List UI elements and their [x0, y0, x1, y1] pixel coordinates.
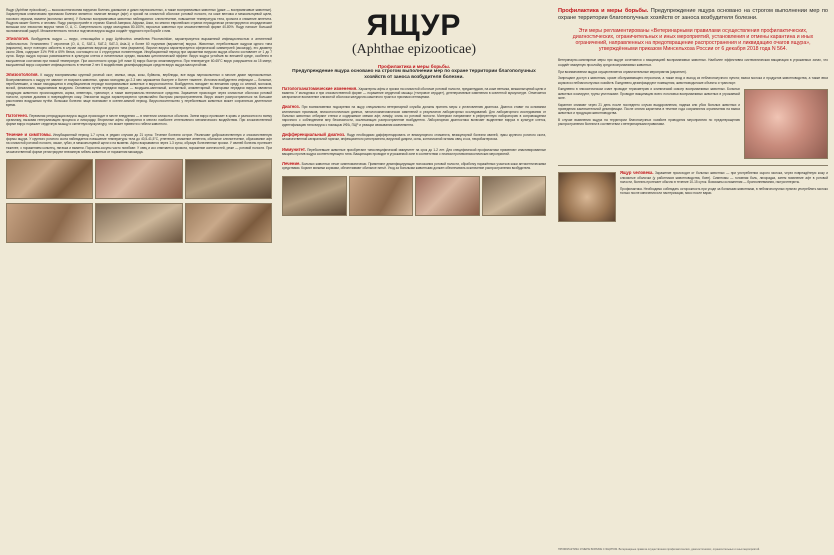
divider [558, 165, 828, 166]
sheep-lesion-photo [185, 203, 272, 243]
middle-head-black: Предупреждение ящура основано на строгом выполнении мер по охране территории благополучных хозяйств от заноса возбудителя болезни. [292, 69, 536, 80]
left-column [6, 8, 272, 547]
pig-snout-photo [744, 89, 828, 159]
poster-subtitle: (Aphthae epizooticae) [352, 42, 476, 57]
human-prophylaxis: Профилактика. Необходимо соблюдать осторожность при уходе за больными животными, в неблагополучных пунктах употреблять молоко только после кипячения или пастеризации, мясо после варки. [620, 186, 828, 196]
middle-section-immunity [282, 147, 546, 157]
section-text: Первичная репродукция вируса ящура происходит в месте внедрения — в эпителии слизистых оболочек. Затем вирус проникает в кровь и разносится по всему организму, вызывая генерализацию процесса и лихорадку. Вторичные афты образуются в местах наиболее интенсивного механического воздействия. При злокачественной форме вирус поражает сердечную мышцу и скелетную мускулатуру, что может привести к гибели животного. [6, 113, 272, 127]
left-section-etiology [6, 36, 272, 67]
right-column [558, 8, 828, 547]
middle-head-red: Профилактика и меры борьбы. [377, 64, 451, 69]
section-text: Инкубационный период 1-7 суток, в редких случаях до 21 суток. Течение болезни острое. Различают доброкачественную и злокачественную формы ящура. У крупного рогатого скота наблюдается повышение температуры тела до 40,5-41,5°С, угнетение, снижение аппетита, обильное слюнотечение, образование афт на слизистой ротовой полости, языке, губах, в межкопытцевой щели и на вымени. Афты вскрываются через 1-3 суток, образуя болезненные эрозии. У свиней болезнь протекает тяжелее, с поражением копытец, пятачка и вымени. Поросята-сосуны часто погибают. У овец и коз отмечается хромота, поражение конечностей, реже — ротовой полости. При злокачественной форме регистрируют внезапную гибель животных от поражения миокарда. [6, 132, 272, 154]
middle-section-treatment [282, 161, 546, 171]
section-title: Этиология. [6, 36, 30, 42]
middle-section-differential [282, 132, 546, 142]
section-title: Иммунитет. [282, 146, 306, 152]
mouth-photo [482, 176, 547, 216]
right-top-text: Предупреждение ящура основано на строгом выполнении мер по охране территории благополучных хозяйств от заноса возбудителя болезни. [558, 8, 828, 21]
section-title: Дифференциальный диагноз. [282, 131, 346, 137]
intro-paragraph: Ящур (Aphthae epizooticae) — высококонтагиозная вирусная болезнь домашних и диких парнокопытных, а также восприимчивых животных (даже — восприимчивые животные). Характерным клиническим признаком болезни является: наличие везикул (афт) и эрозий на слизистой оболочке ротовой полости, на коже венчика и межкопытцевой щели, носового зеркала, вымени (молочных желез). У больных восприимчивых животных наблюдаются: слюнотечение, повышение температуры тела, хромота и снижение аппетита. Ящуром может болеть и человек. Ящур распространён в странах Южной Америки, Африки, Азии, во многих европейских странах периодически регистрируются спорадические вспышки или эпизоотии вируса типов O, A, C. Смертельность среди молодняка 80-100%, взрослых животных при злокачественной форме 40-80%. Ящур наносит большой экономический ущерб. Множественность типов и подтипов вируса ящура создаёт трудности при борьбе с ним. [6, 8, 272, 34]
right-top-block [558, 8, 828, 22]
section-text: Переболевшие животные приобретают типоспецифический иммунитет на срок до 1-2 лет. Для специфической профилактики применяют инактивированные вакцины против ящура соответствующего типа. Вакцинацию проводят в угрожаемой зоне в соответствии с планом противоэпизоотических мероприятий. [282, 147, 547, 156]
lesion-photos-row [6, 159, 272, 199]
human-section-title: Ящур человека. [620, 170, 654, 176]
middle-column [282, 8, 546, 547]
section-title: Патогенез. [6, 112, 29, 118]
right-paragraph: Ветеринарно-санитарные меры при ящуре сочетаются с вакцинацией восприимчивых животных. Наиболее эффективна систематическая вакцинация в угрожаемых зонах, что создаёт иммунную прослойку среди восприимчивых животных. [558, 58, 828, 67]
right-paragraph: Карантин снимают через 21 день после последнего случая выздоровления, падежа или убоя больных животных и проведения заключительной дезинфекции. После снятия карантина в течение года сохраняются ограничения на вывоз животных и продукции животноводства. [558, 102, 740, 116]
section-title: Течение и симптомы. [6, 131, 52, 137]
section-title: Диагноз. [282, 104, 300, 110]
right-paragraph: В случае выявления ящура на территории благополучных хозяйств проводятся мероприятия по предотвращению распространения болезни в соответствии с ветеринарными правилами. [558, 118, 740, 127]
udder-lesion-photo [6, 203, 93, 243]
cattle-photo [282, 176, 347, 216]
section-text: К ящуру восприимчивы крупный рогатый скот, свиньи, овцы, козы, буйволы, верблюды, все виды парнокопытных и многие дикие парнокопытные. Восприимчивость к ящуру не зависит от возраста животных, однако молодняк до 2-3 мес заражается быстрее и болеет тяжелее. Источник возбудителя инфекции — больные, переболевшие, а также находящиеся в инкубационном периоде восприимчивые животные и вирусоносители. Возбудитель попадает во внешнюю среду со слюной, молоком, мочой, фекалиями, выдыхаемым воздухом. Основным путём передачи вируса — воздушно-капельный, контактный, алиментарный. Факторами передачи вируса являются продукция животного происхождения, корма, инвентарь, транспорт, а также материально-техническое средства. Заражение происходит через слизистые оболочки ротовой полости, органов дыхания и повреждённую кожу. Эпизоотии ящура характеризуются чрезвычайно быстрым распространением. Вирус может распространяться на большие расстояния воздушным путём. Вспышки болезни чаще возникают в осенне-зимний период. Вирусоносительство у переболевших животных может сохраняться длительное время. [6, 73, 272, 108]
section-title: Патологоанатомические изменения. [282, 85, 358, 91]
pig-snout-lesion-photo [95, 203, 182, 243]
left-section-epizootology [6, 72, 272, 107]
section-text: Ящур необходимо дифференцировать от везикулярного стоматита, везикулярной болезни свиней, чумы крупного рогатого скота, злокачественной катаральной горячки, инфекционного ринотрахеита, вирусной диареи, оспы, контагиозной эктимы овец и коз, некробактериоза. [282, 132, 546, 142]
left-section-symptoms [6, 132, 272, 154]
footer-note: ПРОФИЛАКТИКА И МЕРЫ БОРЬБЫ С ЯЩУРОМ. Ветеринарные правила осуществления профилактических, диагностических, ограничительных и иных мероприятий. [558, 547, 760, 551]
hoof-lesion-photo [185, 159, 272, 199]
cow-photo [558, 172, 616, 222]
cattle-mouth-lesion-photo [6, 159, 93, 199]
section-text: При возникновении подозрения на ящур специалисты ветеринарной службы должны принять меры к установлению диагноза. Диагноз ставят на основании клинических признаков, эпизоотологических данных, патологоанатомических изменений и результатов лабораторных исследований. Для лабораторного исследования от больных животных отбирают стенки и содержимое свежих афт, лимфу, слизь из ротовой полости. Материал направляют в референтную лабораторию в сопровождении нарочного с соблюдением мер безопасности, исключающих распространение возбудителя. Лабораторная диагностика включает выделение вируса в культуре клеток, идентификацию типа вируса с помощью ИФА, ПЦР и реакции связывания комплемента. [282, 105, 546, 127]
lesion-photos-row-2 [6, 203, 272, 243]
poster-title: ЯЩУР [366, 9, 462, 42]
section-text: Больных животных лечат симптоматически. Применяют дезинфицирующие полоскания ротовой полости, обработку поражённых участков кожи антисептическими средствами. Кормят мягкими кормами, обеспечивают обильное питьё. Уход за больными животными должен обеспечивать исключение распространения возбудителя. [282, 162, 546, 171]
middle-section-diagnosis [282, 104, 546, 126]
section-title: Лечение. [282, 161, 301, 167]
right-paragraph: При возникновении ящура осуществляется ограничительные мероприятия (карантин). [558, 69, 687, 74]
section-text: Характерны афты и эрозии на слизистой оболочке ротовой полости, преджелудков, на коже венчика, межкопытцевой щели и вымени. У молодняка и при злокачественной форме — поражение сердечной мышцы («тигровое сердце»), дегенеративные изменения в скелетной мускулатуре. Отмечается катаральное воспаление слизистой оболочки желудочно-кишечного тракта и признаки септицемии. [282, 86, 546, 100]
middle-photos-row [282, 176, 546, 216]
human-section-text: Заражение происходит от больных животных — при употреблении сырого молока, через повреждённую кожу и слизистые оболочки (у работников животноводства, боен). Симптомы — головная боль, лихорадка, затем появление афт в ротовой полости, болезнь протекает обычно в течение 10-15 суток. Возможны осложнения — бронхопневмония, гастроэнтериты. [620, 171, 829, 184]
right-paragraph: Ежедневно в эпизоотическом очаге проводят термометрию и клинический осмотр восприимчивых животных. Больных животных изолируют, трупы уничтожают. Проводят вакцинацию всего поголовья восприимчивых животных в угрожаемой зоне. [558, 87, 740, 100]
tongue-photo [349, 176, 414, 216]
hoof-photo [415, 176, 480, 216]
tongue-lesion-photo [95, 159, 182, 199]
left-section-pathogenesis [6, 113, 272, 127]
right-top-title: Профилактика и меры борьбы. [558, 8, 649, 14]
right-paragraph: Запрещают доступ к животным, кроме обслуживающего персонала, а также вход и выход из неблагополучного пункта; вывоз молока и продуктов животноводства, а также ввоз кормов из неблагополучных хозяйств. Ежедневно дезинфицируют помещения, животноводческие объекты и транспорт. [558, 76, 828, 85]
middle-section-pathology [282, 86, 546, 100]
section-title: Эпизоотология. [6, 72, 39, 78]
regulation-note: Эти меры регламентированы «Ветеринарными правилами осуществления профилактических, диагностических, ограничительных и иных мероприятий, установления и отмены карантина и иных ограничений, направленных на предотвращение распространения и ликвидацию очагов ящура», утверждёнными приказом Минсельхоза России от 6 декабря 2018 года N 564. [572, 27, 814, 53]
section-text: Возбудитель ящура — вирус, относящийся к роду Aphthovirus семейства Picornaviridae, характеризуется выраженной инфекционностью и антигенной лабильностью. Установлено 7 серотипов (O, A, C, SAT-1, SAT-2, SAT-3, Asia-1) и более 60 подтипов (вариантов) вируса. Животные, переболевшие ящуром одного типа (варианта), могут повторно заболеть в случае заражения вирусом другого типа (варианта). Вирион вируса характеризуется сферической симметрией (икосаэдр), его диаметр около 25нм, содержит 31% РНК и 69% белка, состоящего из 4 структурных полипептидов. Инкубационный период при заражении вирусом ящура обычно составляет от 1 до 7 суток. Вирус ящура хорошо размножается в культурах клеток и питательных средах, вызывая цитопатический эффект. Вирус ящура устойчив во внешней среде, особенно в высушенном состоянии при низкой температуре. При кислотности среды (pH ниже 6) вирус быстро инактивируется. При температуре 60-65°С вирус разрушается за 15 минут, высушенный вирус сохраняет инфекционность в течение 2 лет. К воздействию дезинфицирующих средств вирус ящура малоустойчив. [6, 37, 273, 68]
